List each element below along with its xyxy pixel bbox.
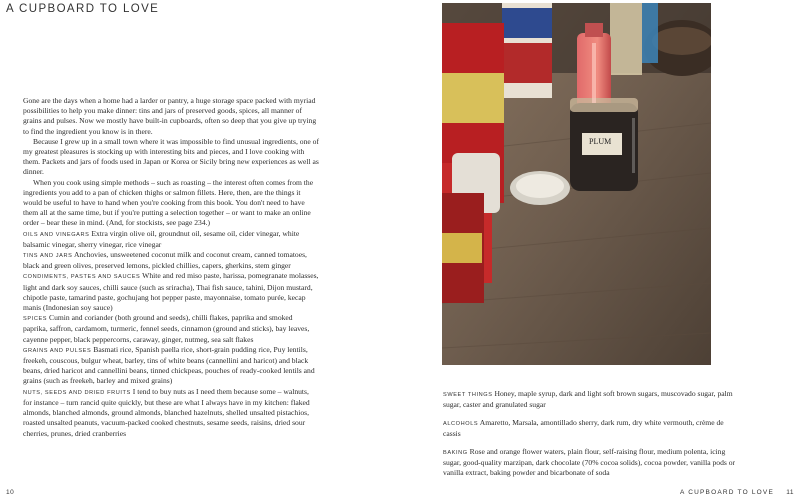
category-sweet-things [443, 389, 743, 410]
category-condiments [23, 271, 319, 313]
photo-illustration [442, 3, 711, 365]
left-body-text [23, 96, 319, 439]
running-head: A CUPBOARD TO LOVE [680, 489, 774, 496]
category-tins-jars [23, 250, 319, 271]
intro-paragraph: Gone are the days when a home had a larder or pantry, a huge storage space packed with myriad possibilities to help you make dinner: tins and jars of preserved goods, spices, all manner of grains and pulses. Now we mostly have built-in cupboards, often so deep that you give up trying to find the ingredient you know is in there. [23, 96, 317, 136]
page-number-left: 10 [6, 489, 15, 496]
category-label: CONDIMENTS, PASTES AND SAUCES [23, 274, 141, 281]
category-text: Honey, maple syrup, dark and light soft brown sugars, muscovado sugar, palm sugar, caster and granulated sugar [443, 389, 733, 410]
category-nuts-seeds [23, 387, 319, 439]
category-oils-vinegars [23, 229, 319, 250]
intro-paragraph: When you cook using simple methods – such as roasting – the interest often comes from the ingredients you add to a pan of chicken thighs or salmon fillets. Here, then, are the things it would be useful to have to hand when you're cooking from this book. You don't need to have them all at the same time, but if you're putting a selection together – or want to make an online order – bear these in mind. (And, for stockists, see page 234.) [23, 177, 314, 228]
category-label: TINS AND JARS [23, 253, 73, 260]
category-label: ALCOHOLS [443, 421, 479, 427]
category-text: Anchovies, unsweetened coconut milk and coconut cream, canned tomatoes, black and green olives, preserved lemons, pickled chillies, capers, gherkins, stem ginger [23, 250, 307, 271]
right-page [400, 0, 800, 499]
category-label: BAKING [443, 450, 468, 456]
category-label: NUTS, SEEDS AND DRIED FRUITS [23, 389, 131, 396]
chapter-title: A CUPBOARD TO LOVE [6, 3, 160, 15]
right-body-text [443, 389, 743, 486]
intro-paragraph: Because I grew up in a small town where it was impossible to find unusual ingredients, one of my greatest pleasures is stocking up with interesting bits and pieces, and I love cooking with them. Packets and jars of foods used in Japan or Korea or Sicily bring new experiences as well as dinner. [23, 136, 319, 177]
pantry-jars-photo [442, 3, 711, 365]
category-label: SWEET THINGS [443, 392, 493, 398]
category-baking [443, 447, 743, 479]
category-label: OILS AND VINEGARS [23, 231, 90, 238]
category-text: Extra virgin olive oil, groundnut oil, sesame oil, cider vinegar, white balsamic vinegar, sherry vinegar, rice vinegar [23, 228, 300, 249]
category-spices [23, 313, 319, 345]
category-text: Basmati rice, Spanish paella rice, short-grain pudding rice, Puy lentils, freekeh, couscous, bulgur wheat, barley, tins of white beans (cannellini and haricot) and black beans, dried haricot and cannellini beans, tinned chickpeas, pouches of ready-cooked lentils and grains (such as freekeh, barley and mixed grains) [23, 344, 315, 386]
jar-label: PLUM [589, 137, 612, 146]
category-label: SPICES [23, 316, 48, 323]
category-text: Cumin and coriander (both ground and seeds), chilli flakes, paprika and smoked paprika, saffron, cardamom, turmeric, fennel seeds, cinnamon (ground and sticks), bay leaves, cayenne pepper, black peppercorns, caraway, ginger, nutmeg, sea salt flakes [23, 313, 310, 344]
category-label: GRAINS AND PULSES [23, 347, 92, 354]
category-alcohols [443, 418, 743, 439]
category-text: Amaretto, Marsala, amontillado sherry, dark rum, dry white vermouth, crème de cassis [443, 418, 724, 439]
category-text: I tend to buy nuts as I need them because some – walnuts, for instance – turn rancid quite quickly, but these are what I always have in my kitchen: flaked almonds, blanched almonds, ground almonds, blanched hazelnuts, shelled unsalted pistachios, roasted unsalted peanuts, vacuum-packed cooked chestnuts, sesame seeds, raisins, dried sour cherries, prunes, dried cranberries [23, 386, 310, 438]
category-grains-pulses [23, 345, 319, 387]
category-text: Rose and orange flower waters, plain flour, self-raising flour, medium polenta, icing sugar, good-quality marzipan, dark chocolate (70% cocoa solids), cocoa powder, vanilla pods or vanilla extract, baking powder and bicarbonate of soda [443, 447, 736, 478]
category-text: White and red miso paste, harissa, pomegranate molasses, light and dark soy sauces, chilli sauce (such as sriracha), Thai fish sauce, tahini, Dijon mustard, chipotle paste, tamarind paste, gochujang hot pepper paste, mayonnaise, tomato purée, kecap manis (Indonesian soy sauce) [23, 271, 319, 313]
page-number-right: 11 [786, 489, 794, 496]
